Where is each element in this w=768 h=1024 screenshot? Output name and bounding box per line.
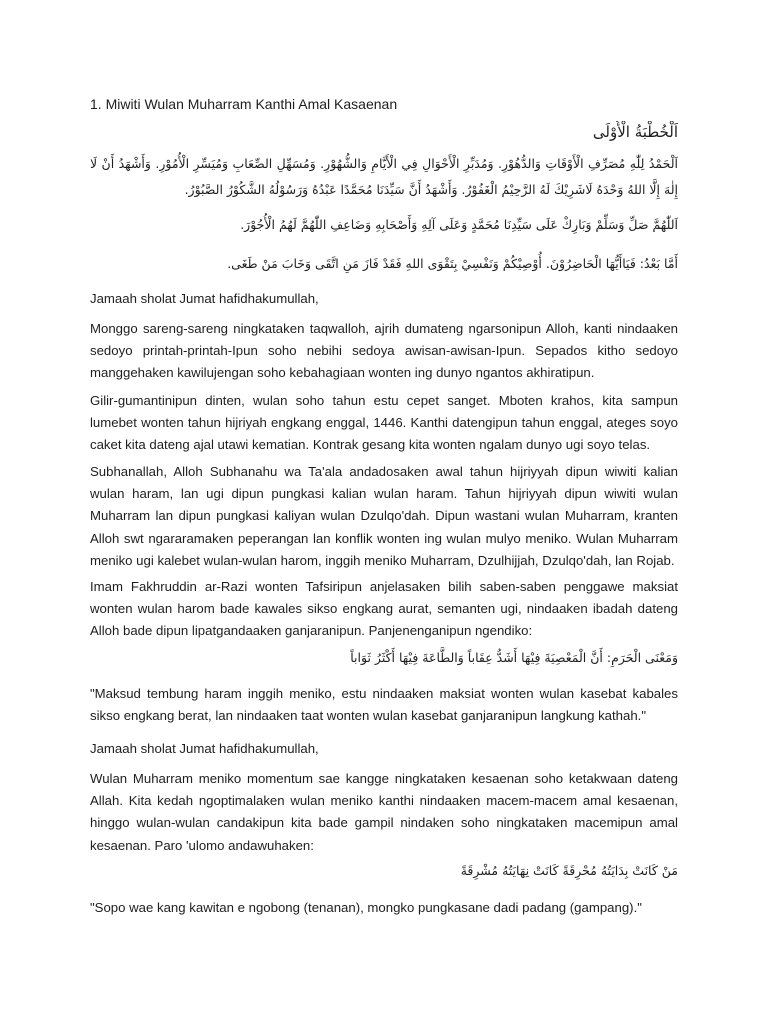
arabic-opening-ammaba'du: أَمَّا بَعْدُ: فَيَاأَيُّهَا الْحَاضِرُوْنَ. أُوْصِيْكُمْ وَنَفْسِيْ بِتَقْوَى اللهِ فَقَدْ فَازَ مَنِ اتَّقَى وَخَابَ مَنْ طَغَى. — [227, 256, 678, 271]
arabic-quote-bidayah: مَنْ كَانَتْ بِدَايَتُهُ مُحْرِقَةً كَانَتْ نِهَايَتُهُ مُشْرِقَةً — [460, 863, 678, 878]
translation-haram: "Maksud tembung haram inggih meniko, estu nindaaken maksiat wonten wulan kasebat kabales sikso engkang berat, lan nindaaken taat wonten wulan kasebat ganjaranipun langkung kathah." — [90, 686, 678, 724]
translation-bidayah: "Sopo wae kang kawitan e ngobong (tenanan), mongko pungkasane dadi padang (gampang)." — [90, 900, 642, 915]
paragraph-5: Wulan Muharram meniko momentum sae kangge ningkataken kesaenan soho ketakwaan dateng Allah. Kita kedah ngoptimalaken wulan meniko kanthi nindaaken macem-macem amal kesaenan, hinggo wulan-wulan candakipun kita bade gampil nindaken soho ningkataken macemipun amal kesaenan. Paro 'ulomo andawuhaken: — [90, 771, 678, 853]
document-page — [90, 0, 678, 1024]
arabic-opening-salawat: اَللّٰهُمَّ صَلِّ وَسَلِّمْ وَبَارِكْ عَلَى سَيِّدِنَا مُحَمَّدٍ وَعَلَى آلِهِ وَأَصْحَابِهِ وَضَاعِفِ اللّٰهُمَّ لَهُمُ الْأُجُوْرَ. — [240, 217, 678, 232]
paragraph-1: Monggo sareng-sareng ningkataken taqwalloh, ajrih dumateng ngarsonipun Alloh, kanti nindaaken sedoyo printah-printah-Ipun soho nebihi sedoya awisan-awisan-Ipun. Sepados kitho sedoyo manggehaken kawilujengan soho kebahagiaan wonten ing dunyo ngantos akhiratipun. — [90, 321, 678, 381]
paragraph-2: Gilir-gumantinipun dinten, wulan soho tahun estu cepet sanget. Mboten krahos, kita sampun lumebet wonten tahun hijriyah engkang enggal, 1446. Kanthi datengipun tahun enggal, ateges soyo caket kita dateng ajal utawi kematian. Kontrak gesang kita wonten ngalam dunyo ugi soyo telas. — [90, 393, 678, 453]
arabic-quote-haram: وَمَعْنَى الْحَرَمِ: أَنَّ الْمَعْصِيَةَ فِيْهَا أَشَدُّ عِقَاباً وَالطَّاعَةَ فِيْهَا أَكْثَرُ ثَوَاباً — [350, 650, 678, 665]
paragraph-4: Imam Fakhruddin ar-Razi wonten Tafsiripun anjelasaken bilih saben-saben penggawe maksiat wonten wulan harom bade kawales sikso engkang aurat, semanten ugi, nindaaken ibadah dateng Alloh bade dipun lipatgandaaken ganjaranipun. Panjenenganipun ngendiko: — [90, 579, 678, 639]
khutbah-heading: اَلْخُطْبَةُ الْأُوْلَى — [592, 123, 678, 141]
salutation-1: Jamaah sholat Jumat hafidhakumullah, — [90, 291, 319, 306]
paragraph-3: Subhanallah, Alloh Subhanahu wa Ta'ala andadosaken awal tahun hijriyyah dipun wiwiti kalian wulan haram, lan ugi dipun pungkasi kalian wulan haram. Tahun hijriyyah dipun wiwiti wulan Muharram lan dipun pungkasi kaliyan wulan Dzulqo'dah. Dipun wastani wulan Muharram, kranten Alloh swt ngararamaken peperangan lan konflik wonten ing wulan mulyo meniko. Wulan Muharram meniko ugi kalebet wulan-wulan harom, inggih meniko Muharram, Dzulhijjah, Dzulqo'dah, lan Rojab. — [90, 464, 678, 568]
document-title: 1. Miwiti Wulan Muharram Kanthi Amal Kasaenan — [90, 96, 398, 112]
arabic-opening-praise: اَلْحَمْدُ لِلّٰهِ مُصَرِّفِ الْأَوْقَاتِ وَالدُّهُوْرِ. وَمُدَبِّرِ الْأَحْوَالِ فِي الْأَيَّامِ وَالشُّهُوْرِ. وَمُسَهِّلِ الصِّعَابِ وَمُيَسِّرِ الْأُمُوْرِ. وَأَشْهَدُ أَنْ لَا إِلٰهَ إِلَّا اللهُ وَحْدَهُ لَاشَرِيْكَ لَهُ الرَّحِيْمُ الْغَفُوْرُ. وَأَشْهَدُ أَنَّ سَيِّدَنَا مُحَمَّدًا عَبْدُهُ وَرَسُوْلُهُ الشَّكُوْرُ الصَّبُوْرُ. — [90, 156, 678, 197]
salutation-2: Jamaah sholat Jumat hafidhakumullah, — [90, 741, 319, 756]
